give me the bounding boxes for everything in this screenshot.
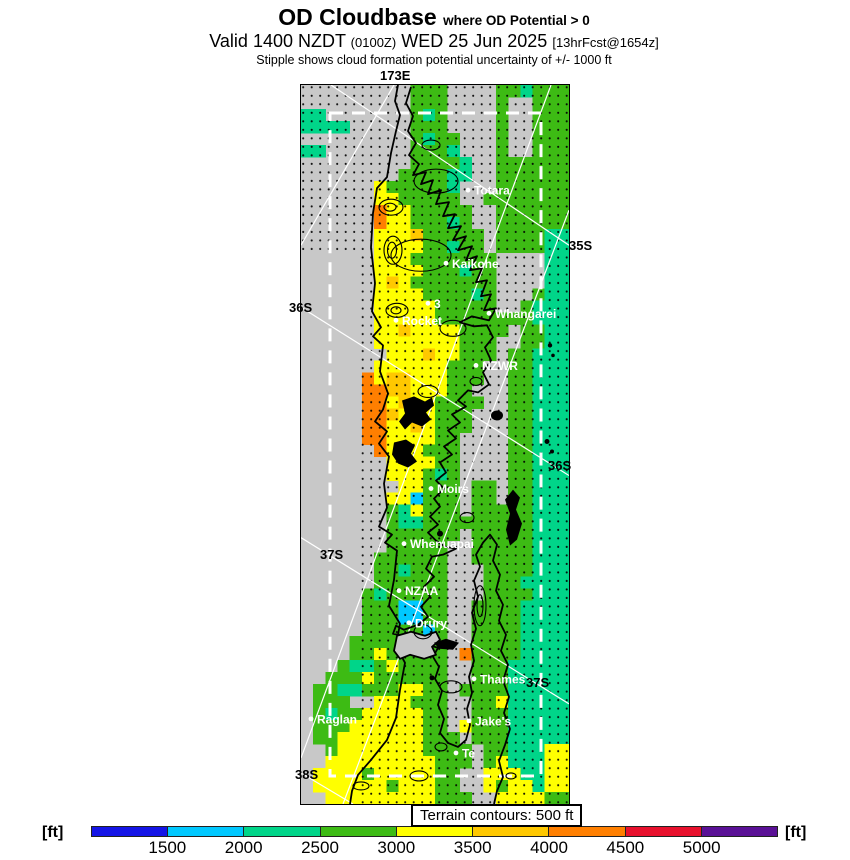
colorbar-tick-label: 1500: [148, 838, 187, 857]
station-marker-dot: [407, 620, 412, 625]
colorbar-tick-label: 2500: [301, 838, 339, 857]
cloudbase-cell: [313, 732, 326, 744]
valid-time-line: [0, 31, 850, 52]
title-main: OD Cloudbase: [278, 4, 437, 30]
station-label: Whangarei: [495, 306, 557, 321]
offshore-islets: [550, 450, 554, 454]
cloudbase-cell: [338, 756, 351, 768]
offshore-islets: [551, 354, 555, 358]
station-label: Kaikohe: [452, 256, 499, 271]
station-marker-dot: [472, 676, 477, 681]
cloudbase-cell: [325, 696, 338, 708]
station-label: Raglan: [317, 712, 357, 727]
cloudbase-cell: [338, 744, 351, 756]
station-marker-dot: [444, 261, 449, 266]
station-label: Te: [462, 746, 476, 761]
kawau-island: [437, 531, 443, 537]
colorbar-tick-label: 5000: [682, 838, 721, 857]
terrain-contours-note: Terrain contours: 500 ft: [411, 804, 582, 827]
station-label: Jake's: [475, 714, 512, 729]
colorbar-tick-label: 4000: [530, 838, 568, 857]
graticule-label: 37S: [526, 675, 550, 690]
cloudbase-cell: [338, 672, 351, 684]
colorbar-segment: [626, 827, 702, 836]
title-block: [0, 4, 850, 68]
chart-title: [0, 4, 850, 30]
valid-prefix: Valid 1400 NZDT: [209, 31, 346, 52]
graticule-label: 38S: [295, 767, 319, 782]
cloudbase-cell: [338, 660, 351, 672]
colorbar-segment: [702, 827, 777, 836]
valid-utc: (0100Z): [350, 35, 397, 51]
colorbar-tick-label: 4500: [606, 838, 645, 857]
cloudbase-cell: [338, 768, 351, 780]
stipple-note: Stipple shows cloud formation potential uncertainty of +/- 1000 ft: [256, 53, 612, 68]
colorbar-unit-right: [ft]: [785, 824, 807, 841]
cloudbase-cell: [338, 732, 351, 744]
colorbar-unit-left: [ft]: [42, 824, 64, 841]
valid-date: WED 25 Jun 2025: [401, 31, 548, 52]
graticule-label: 36S: [289, 300, 313, 315]
station-marker-dot: [466, 188, 471, 193]
map-svg: [301, 85, 572, 804]
station-label: Rocket: [402, 313, 442, 328]
station-label: Thames: [480, 672, 526, 687]
title-qualifier: where OD Potential > 0: [443, 13, 590, 28]
manukau-harbour-outline: [394, 632, 440, 659]
station-label: NZWR: [482, 358, 518, 373]
station-label: 3: [434, 296, 441, 311]
station-marker-dot: [467, 718, 472, 723]
cloudbase-colorbar: [91, 826, 778, 837]
colorbar-segment: [549, 827, 625, 836]
cloudbase-cell: [325, 732, 338, 744]
station-marker-dot: [474, 363, 479, 368]
station-marker-dot: [309, 716, 314, 721]
graticule-label: 37S: [320, 547, 344, 562]
cloudbase-cell: [325, 768, 338, 780]
colorbar-segment: [473, 827, 549, 836]
cloudbase-cell: [338, 696, 351, 708]
stipple-uncertainty-overlay: [301, 85, 569, 250]
station-label: NZAA: [405, 584, 439, 599]
little-barrier-island: [491, 410, 503, 420]
colorbar-tick-label: 3000: [377, 838, 416, 857]
station-label: Whenuapai: [410, 537, 474, 552]
station-marker-dot: [397, 588, 402, 593]
station-label: Moirs: [437, 482, 469, 497]
colorbar-tick-label: 3500: [453, 838, 492, 857]
colorbar-segment: [92, 827, 168, 836]
station-marker-dot: [426, 301, 431, 306]
cloudbase-cell: [325, 756, 338, 768]
colorbar-segment: [321, 827, 397, 836]
map-panel: [300, 84, 570, 805]
graticule-label: 36S: [548, 458, 572, 473]
station-marker-dot: [394, 318, 399, 323]
station-label: Totara: [474, 183, 510, 198]
colorbar-tick-label: 2000: [224, 838, 263, 857]
station-label: Drury: [415, 616, 447, 631]
offshore-islets: [545, 439, 550, 444]
cloudbase-cell: [325, 744, 338, 756]
cloudbase-cell: [338, 684, 351, 696]
colorbar-segment: [244, 827, 320, 836]
colorbar-segment: [168, 827, 244, 836]
graticule-label: 35S: [569, 238, 593, 253]
offshore-islets: [430, 675, 435, 680]
station-marker-dot: [454, 751, 459, 756]
station-marker-dot: [402, 541, 407, 546]
station-marker-dot: [429, 486, 434, 491]
colorbar-segment: [397, 827, 473, 836]
offshore-islets: [548, 343, 552, 347]
graticule-label: 173E: [380, 68, 411, 83]
forecast-reference: [13hrFcst@1654z]: [552, 35, 659, 51]
station-marker-dot: [487, 311, 492, 316]
